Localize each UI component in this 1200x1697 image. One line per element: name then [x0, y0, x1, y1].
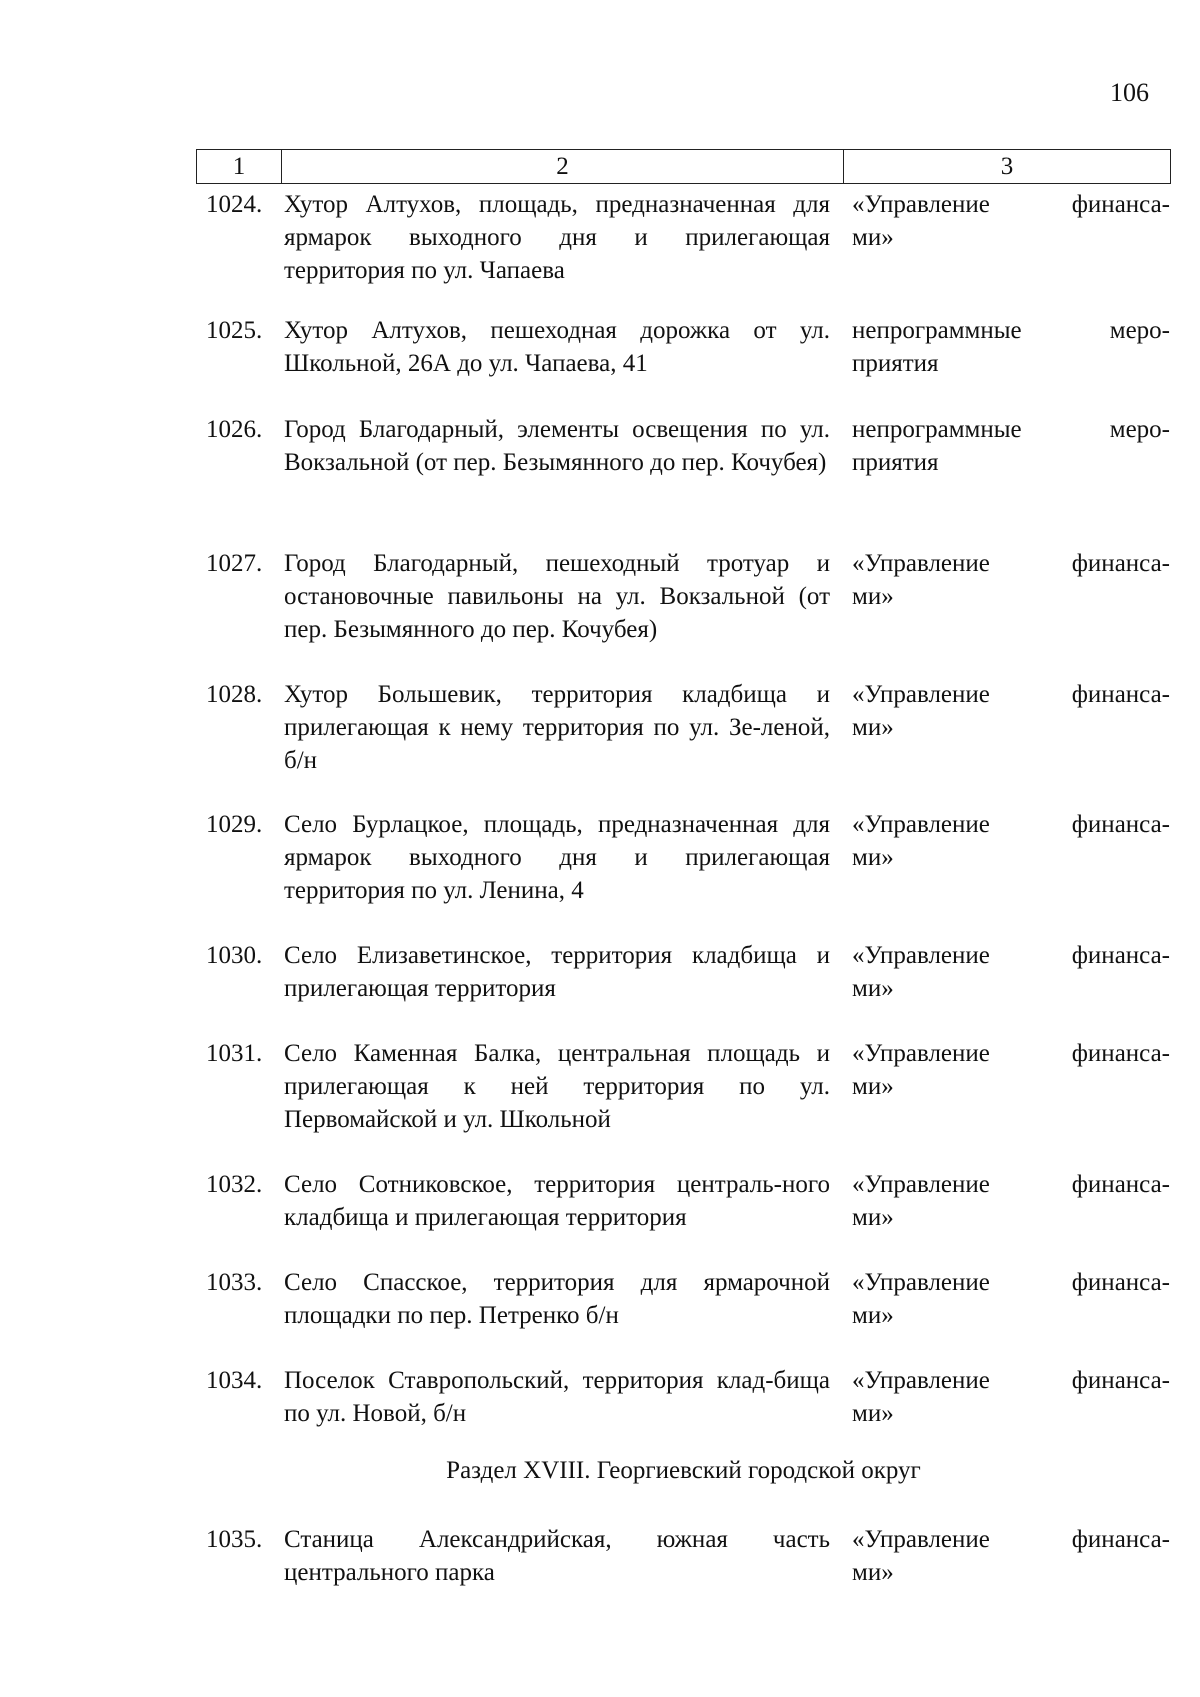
entry-category-part-2: финанса- — [1071, 1367, 1170, 1394]
entry-category-part-3: ми» — [852, 975, 894, 1002]
entry-number: 1032. — [206, 1171, 263, 1198]
entry-category-part-1: непрограммные — [852, 416, 1022, 443]
entry-number: 1026. — [206, 416, 263, 443]
entry-category-part-3: ми» — [852, 583, 894, 610]
entry-number: 1031. — [206, 1040, 263, 1067]
entry-category-part-1: «Управление — [852, 1040, 990, 1067]
entry-description: Хутор Большевик, территория кладбища и прилегающая к нему территория по ул. Зе-леной, б/н — [284, 681, 830, 774]
entry-description: Село Спасское, территория для ярмарочной площадки по пер. Петренко б/н — [284, 1269, 830, 1329]
entry-category-part-2: финанса- — [1071, 1269, 1170, 1296]
entry-category-part-3: ми» — [852, 1073, 894, 1100]
section-heading: Раздел XVIII. Георгиевский городской округ — [446, 1457, 921, 1484]
entry-description: Село Бурлацкое, площадь, предназначенная для ярмарок выходного дня и прилегающая территория по ул. Ленина, 4 — [284, 811, 830, 904]
entry-category-part-3: ми» — [852, 1400, 894, 1427]
entry-description: Село Елизаветинское, территория кладбища и прилегающая территория — [284, 942, 830, 1002]
entry-category-part-1: «Управление — [852, 811, 990, 838]
entry-number: 1029. — [206, 811, 263, 838]
entry-number: 1035. — [206, 1526, 263, 1553]
entry-category-part-1: «Управление — [852, 191, 990, 218]
entry-category — [852, 1523, 1170, 1589]
entry-category — [852, 808, 1170, 874]
entry-category-part-1: «Управление — [852, 1526, 990, 1553]
entry-category — [852, 547, 1170, 613]
entry-description: Хутор Алтухов, площадь, предназначенная для ярмарок выходного дня и прилегающая территория по ул. Чапаева — [284, 191, 830, 284]
entry-number: 1034. — [206, 1367, 263, 1394]
entry-category-part-1: «Управление — [852, 681, 990, 708]
entry-category-part-1: «Управление — [852, 1171, 990, 1198]
entry-category-part-3: ми» — [852, 714, 894, 741]
entry-category — [852, 188, 1170, 254]
entry-category-part-3: ми» — [852, 844, 894, 871]
entry-category-part-2: финанса- — [1071, 191, 1170, 218]
entry-category-part-3: приятия — [852, 449, 939, 476]
entry-category-part-2: финанса- — [1071, 1040, 1170, 1067]
entry-category-part-1: «Управление — [852, 1269, 990, 1296]
entry-category-part-2: меро- — [1109, 317, 1170, 344]
entry-category — [852, 314, 1170, 380]
entry-description: Хутор Алтухов, пешеходная дорожка от ул. Школьной, 26А до ул. Чапаева, 41 — [284, 317, 830, 377]
entry-number: 1028. — [206, 681, 263, 708]
entry-category — [852, 413, 1170, 479]
entry-description: Станица Александрийская, южная часть центрального парка — [284, 1526, 830, 1586]
table-header-col-1: 1 — [197, 150, 282, 183]
table-header-col-2: 2 — [282, 150, 844, 183]
entry-category-part-3: ми» — [852, 1302, 894, 1329]
entry-category-part-2: меро- — [1109, 416, 1170, 443]
entry-category-part-3: приятия — [852, 350, 939, 377]
entry-number: 1024. — [206, 191, 263, 218]
entry-category-part-1: «Управление — [852, 942, 990, 969]
entry-number: 1027. — [206, 550, 263, 577]
entry-category — [852, 1168, 1170, 1234]
entry-category-part-1: непрограммные — [852, 317, 1022, 344]
entry-category-part-1: «Управление — [852, 550, 990, 577]
table-header-row — [196, 149, 1171, 184]
entry-description: Поселок Ставропольский, территория клад-бища по ул. Новой, б/н — [284, 1367, 830, 1427]
entry-category-part-2: финанса- — [1071, 942, 1170, 969]
entry-number: 1025. — [206, 317, 263, 344]
entry-category-part-2: финанса- — [1071, 1526, 1170, 1553]
entry-category-part-3: ми» — [852, 224, 894, 251]
entry-description: Село Сотниковское, территория централь-ного кладбища и прилегающая территория — [284, 1171, 830, 1231]
entry-category — [852, 1266, 1170, 1332]
page-number: 106 — [1110, 78, 1149, 107]
entry-category-part-2: финанса- — [1071, 1171, 1170, 1198]
entry-description: Город Благодарный, пешеходный тротуар и остановочные павильоны на ул. Вокзальной (от пер. Безымянного до пер. Кочубея) — [284, 550, 830, 643]
entry-category — [852, 1364, 1170, 1430]
entry-category — [852, 678, 1170, 744]
entry-category — [852, 1037, 1170, 1103]
entry-category-part-3: ми» — [852, 1204, 894, 1231]
entry-category-part-2: финанса- — [1071, 811, 1170, 838]
entry-description: Город Благодарный, элементы освещения по ул. Вокзальной (от пер. Безымянного до пер. Кочубея) — [284, 416, 830, 476]
entry-category-part-2: финанса- — [1071, 550, 1170, 577]
table-header-col-3: 3 — [1000, 152, 1014, 180]
entry-category — [852, 939, 1170, 1005]
entry-category-part-3: ми» — [852, 1559, 894, 1586]
entry-category-part-1: «Управление — [852, 1367, 990, 1394]
entry-description: Село Каменная Балка, центральная площадь и прилегающая к ней территория по ул. Первомайской и ул. Школьной — [284, 1040, 830, 1133]
entry-number: 1030. — [206, 942, 263, 969]
entry-category-part-2: финанса- — [1071, 681, 1170, 708]
entry-number: 1033. — [206, 1269, 263, 1296]
